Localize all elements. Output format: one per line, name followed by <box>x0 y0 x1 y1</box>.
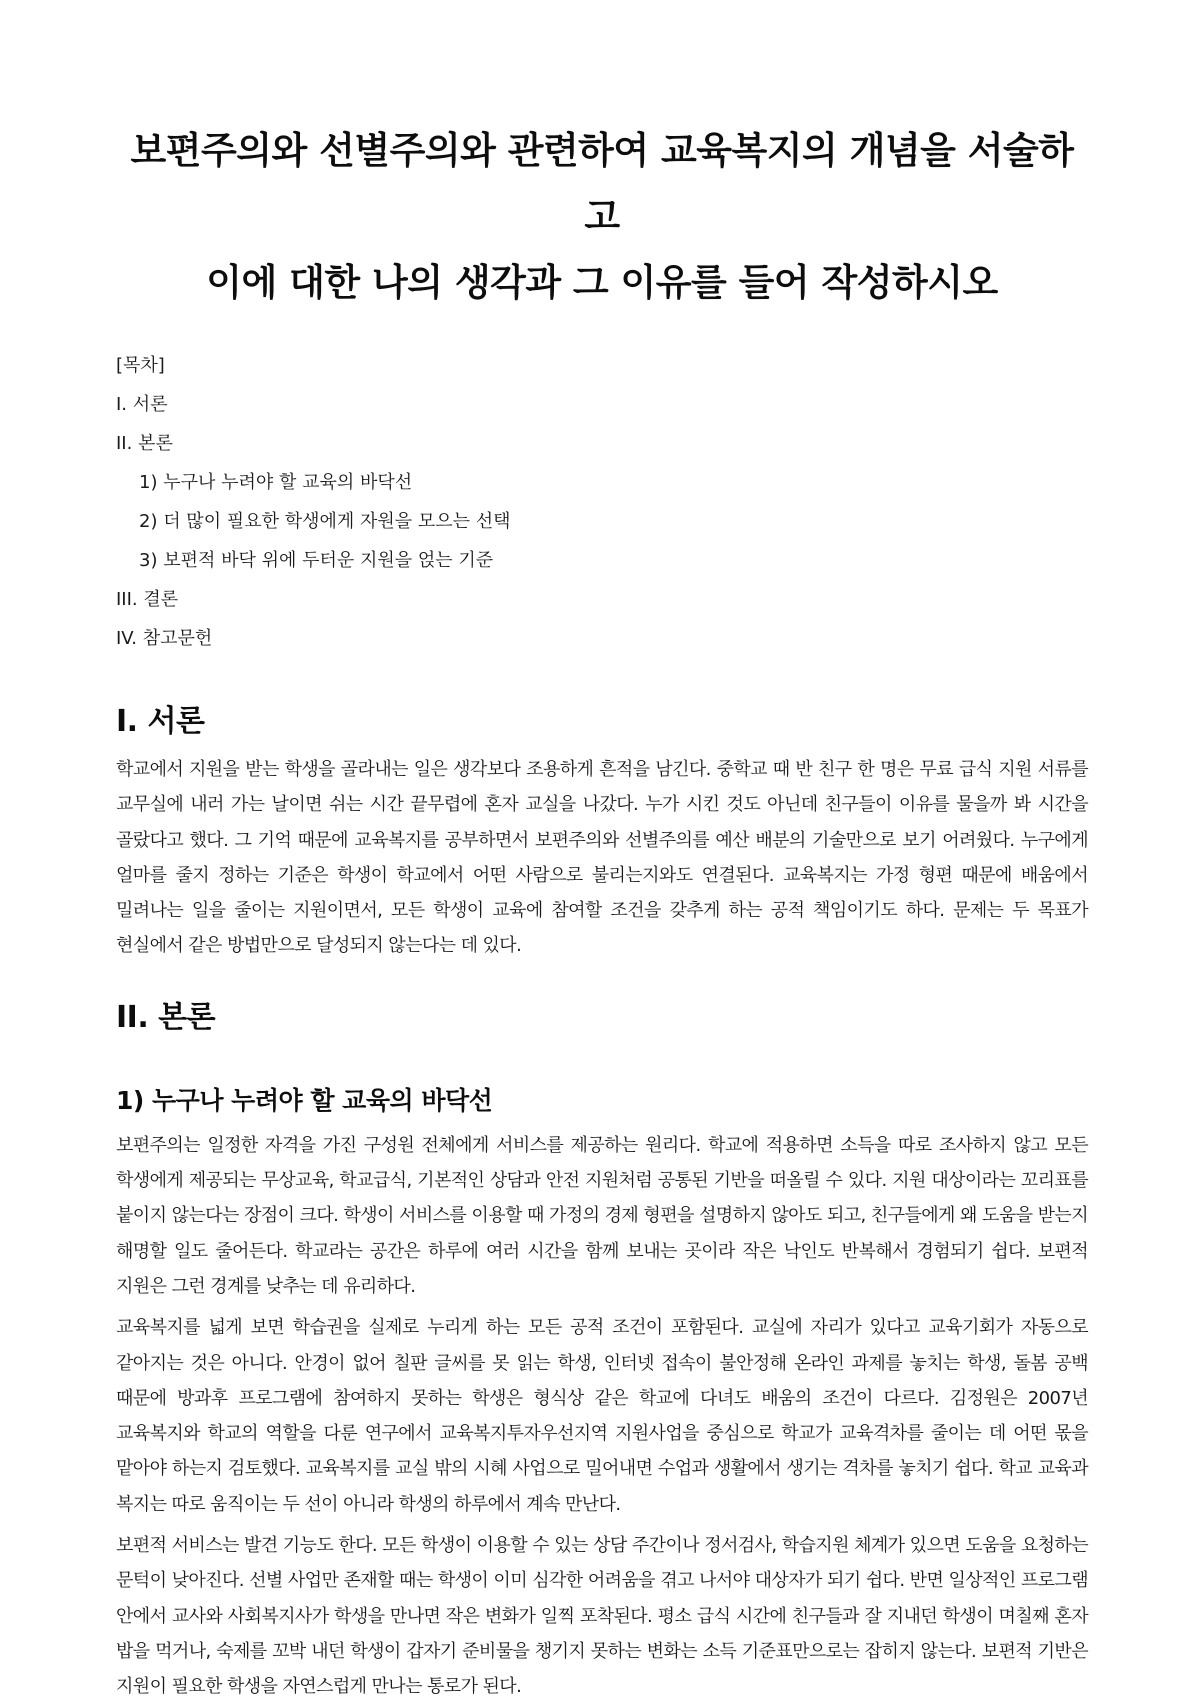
section-heading-body: II. 본론 <box>116 999 216 1035</box>
title-line-2: 이에 대한 나의 생각과 그 이유를 들어 작성하시오 <box>206 261 998 304</box>
intro-paragraph: 학교에서 지원을 받는 학생을 골라내는 일은 생각보다 조용하게 흔적을 남긴다. 중학교 때 반 친구 한 명은 무료 급식 지원 서류를 교무실에 내러 가는 날이면 쉬는 시간 끝무렵에 혼자 교실을 나갔다. 누가 시킨 것도 아닌데 친구들이 이유를 물을까 봐 시간을 골랐다고 했다. 그 기억 때문에 교육복지를 공부하면서 보편주의와 선별주의를 예산 배분의 기술만으로 보기 어려웠다. 누구에게 얼마를 줄지 정하는 기준은 학생이 학교에서 어떤 사람으로 불리는지와도 연결된다. 교육복지는 가정 형편 때문에 배움에서 밀려나는 일을 줄이는 지원이면서, 모든 학생이 교육에 참여할 조건을 갖추게 하는 공적 책임이기도 하다. 문제는 두 목표가 현실에서 같은 방법만으로 달성되지 않는다는 데 있다. <box>116 759 1088 957</box>
section-heading-intro: I. 서론 <box>116 704 205 739</box>
body-paragraph: 보편적 서비스는 발견 기능도 한다. 모든 학생이 이용할 수 있는 상담 주간이나 정서검사, 학습지원 체계가 있으면 도움을 요청하는 문턱이 낮아진다. 선별 사업만 존재할 때는 학생이 이미 심각한 어려움을 겪고 나서야 대상자가 되기 쉽다. 반면 일상적인 프로그램 안에서 교사와 사회복지사가 학생을 만나면 작은 변화가 일찍 포착된다. 평소 급식 시간에 친구들과 잘 지내던 학생이 며칠째 혼자 밥을 먹거나, 숙제를 꼬박 내던 학생이 갑자기 준비물을 챙기지 못하는 변화는 소득 기준표만으로는 잡히지 않는다. 보편적 기반은 지원이 필요한 학생을 자연스럽게 만나는 통로가 된다. <box>116 1535 1088 1698</box>
toc-item-body-2: 2) 더 많이 필요한 학생에게 자원을 모으는 선택 <box>139 511 511 532</box>
body-paragraph: 보편주의는 일정한 자격을 가진 구성원 전체에게 서비스를 제공하는 원리다. 학교에 적용하면 소득을 따로 조사하지 않고 모든 학생에게 제공되는 무상교육, 학교급식, 기본적인 상담과 안전 지원처럼 공통된 기반을 떠올릴 수 있다. 지원 대상이라는 꼬리표를 붙이지 않는다는 장점이 크다. 학생이 서비스를 이용할 때 가정의 경제 형편을 설명하지 않아도 되고, 친구들에게 왜 도움을 받는지 해명할 일도 줄어든다. 학교라는 공간은 하루에 여러 시간을 함께 보내는 곳이라 작은 낙인도 반복해서 경험되기 쉽다. 보편적 지원은 그런 경계를 낮추는 데 유리하다. <box>116 1134 1088 1297</box>
subsection-heading-1: 1) 누구나 누려야 할 교육의 바닥선 <box>116 1085 493 1115</box>
body-paragraph: 교육복지를 넓게 보면 학습권을 실제로 누리게 하는 모든 공적 조건이 포함된다. 교실에 자리가 있다고 교육기회가 자동으로 같아지는 것은 아니다. 안경이 없어 칠판 글씨를 못 읽는 학생, 인터넷 접속이 불안정해 온라인 과제를 놓치는 학생, 돌봄 공백 때문에 방과후 프로그램에 참여하지 못하는 학생은 형식상 같은 학교에 다녀도 배움의 조건이 다르다. 김정원은 2007년 교육복지와 학교의 역할을 다룬 연구에서 교육복지투자우선지역 지원사업을 중심으로 학교가 교육격차를 줄이는 데 어떤 몫을 맡아야 하는지 검토했다. 교육복지를 교실 밖의 시혜 사업으로 밀어내면 수업과 생활에서 생기는 격차를 놓치기 쉽다. 학교 교육과 복지는 따로 움직이는 두 선이 아니라 학생의 하루에서 계속 만난다. <box>116 1317 1088 1515</box>
toc-item-references: IV. 참고문헌 <box>116 628 213 649</box>
toc-item-body: II. 본론 <box>116 433 173 454</box>
toc-item-body-3: 3) 보편적 바닥 위에 두터운 지원을 얹는 기준 <box>139 550 494 571</box>
table-of-contents <box>116 346 1088 658</box>
toc-heading: [목차] <box>116 355 165 376</box>
title-line-1: 보편주의와 선별주의와 관련하여 교육복지의 개념을 서술하고 <box>130 129 1074 238</box>
document-title <box>116 118 1088 316</box>
toc-item-body-1: 1) 누구나 누려야 할 교육의 바닥선 <box>139 472 413 493</box>
toc-item-intro: I. 서론 <box>116 394 168 415</box>
toc-item-conclusion: III. 결론 <box>116 589 179 610</box>
